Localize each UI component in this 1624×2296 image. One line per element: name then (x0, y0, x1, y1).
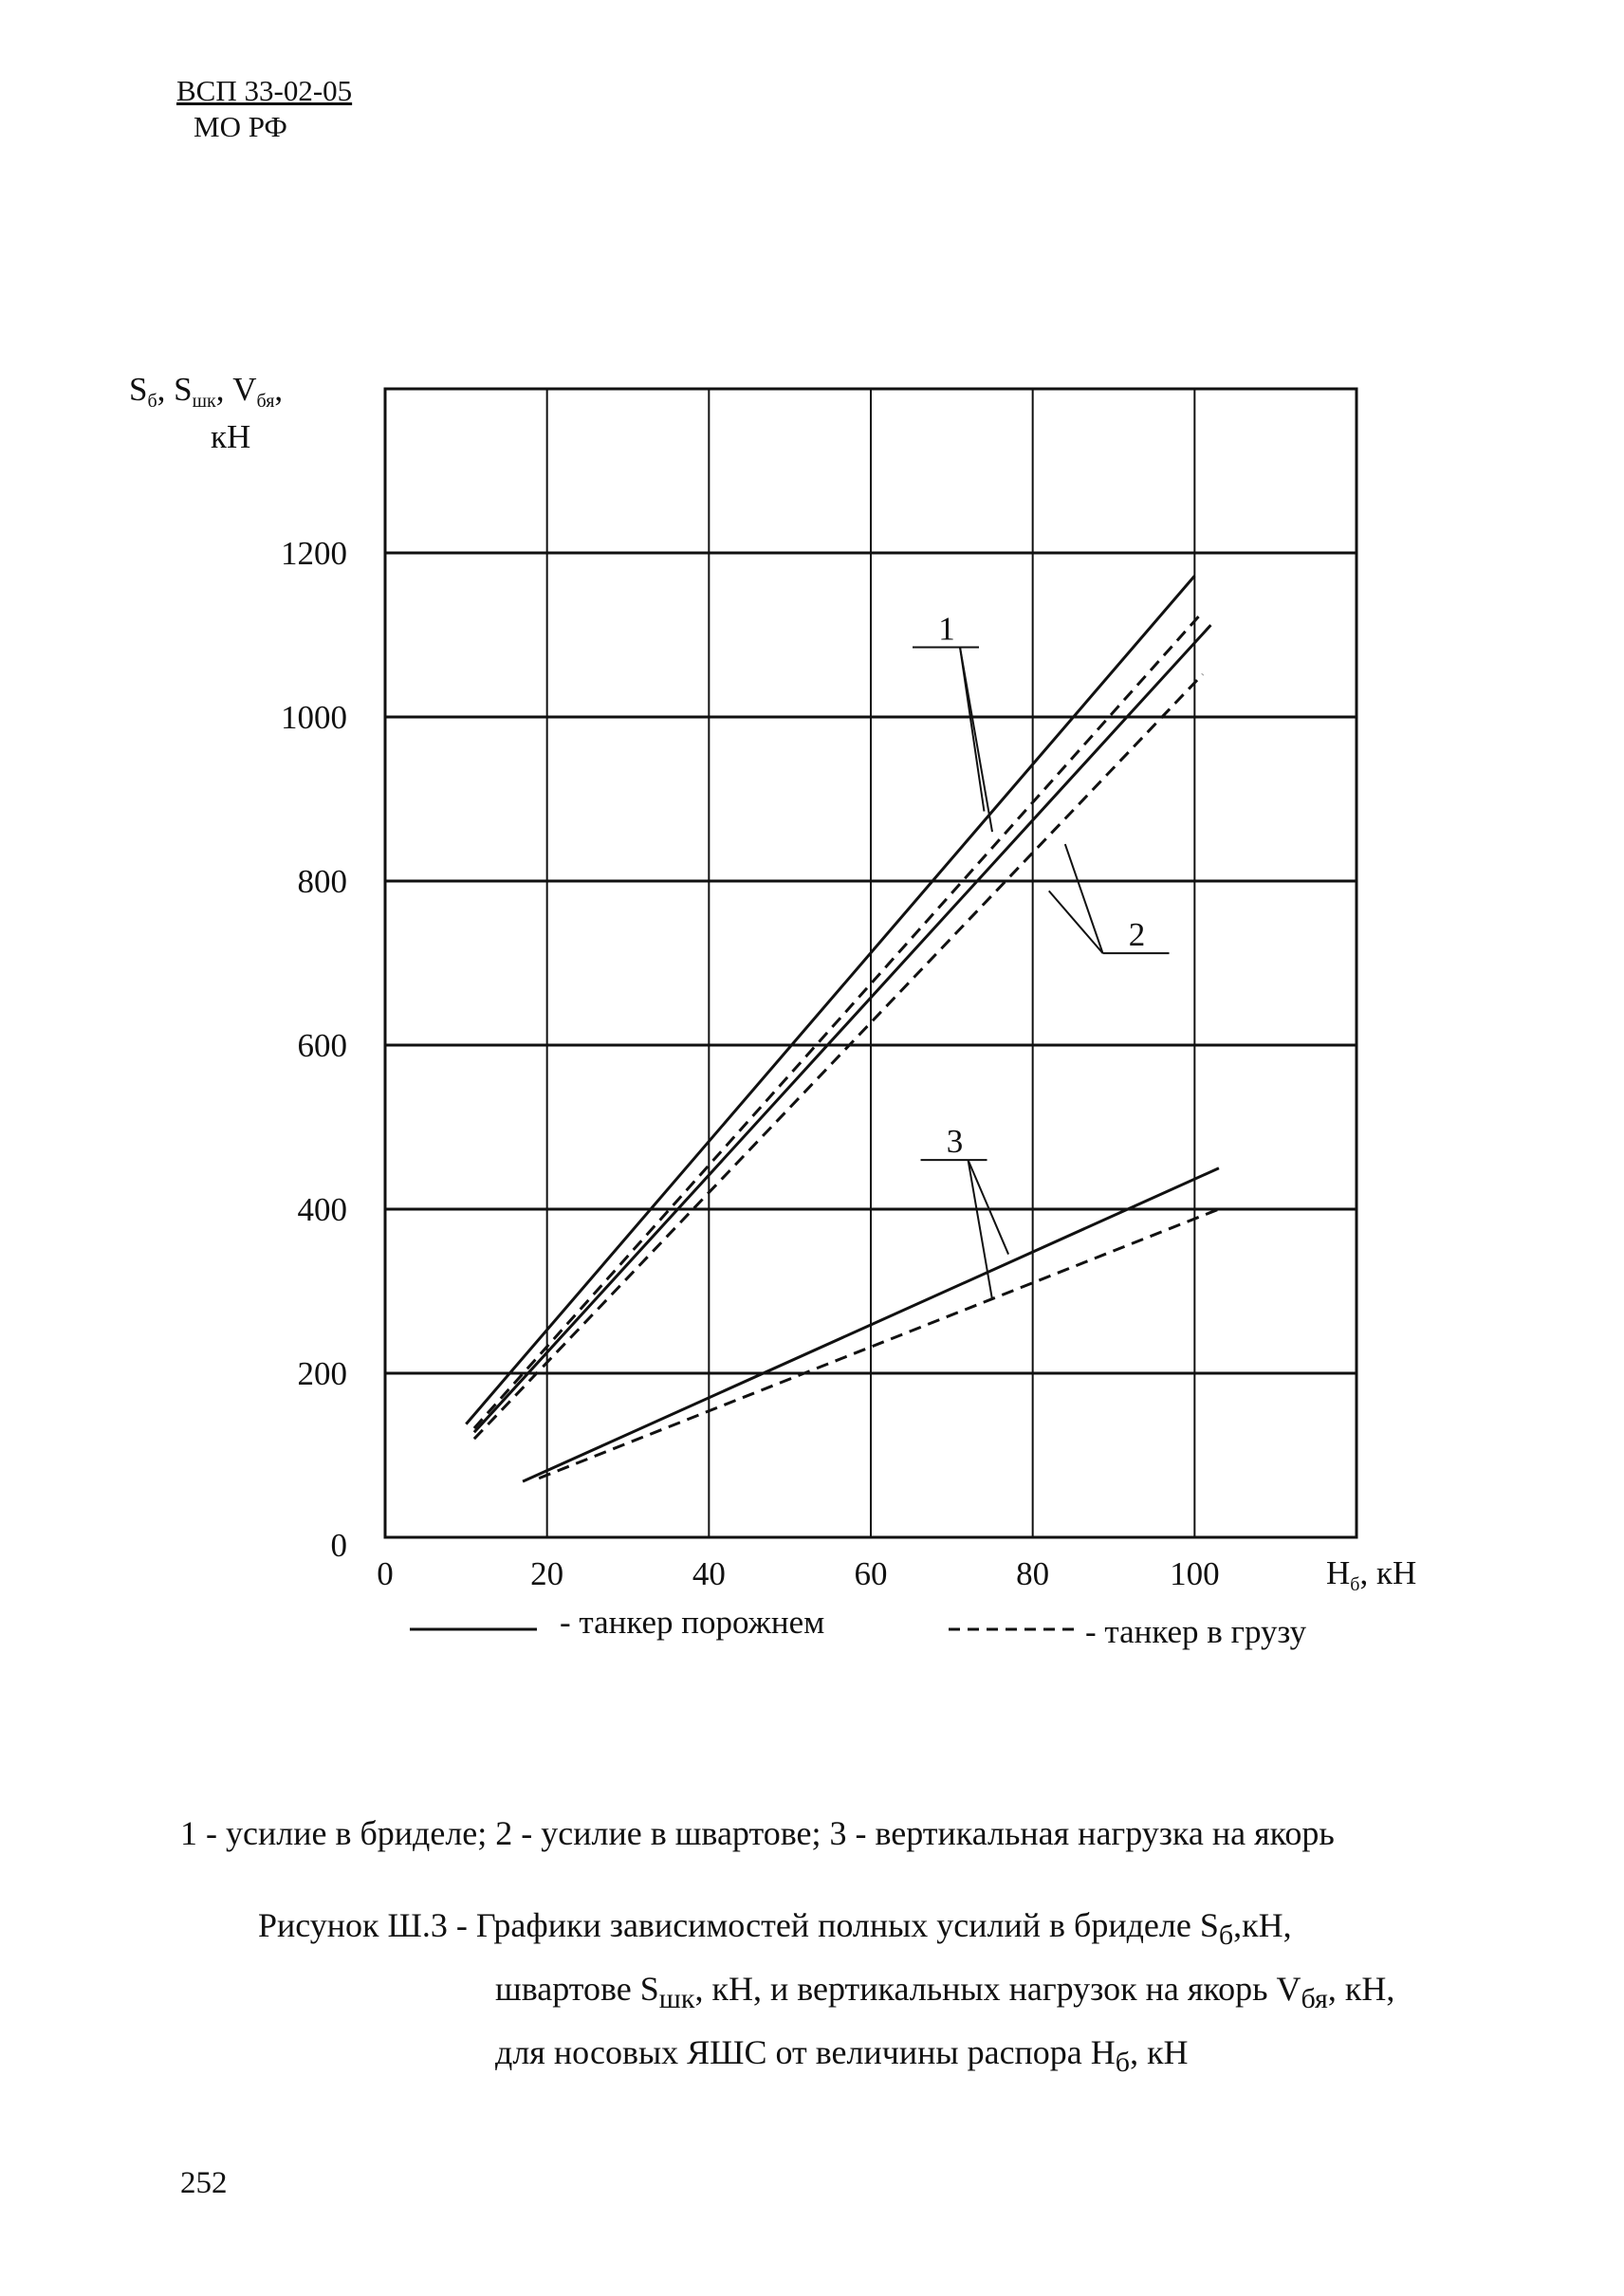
y-tick-label: 1200 (281, 535, 347, 572)
caption-line-2: швартове $S_{шк}$, кН, и вертикальных нагрузок на якорь $V_{бя}$, кН, (495, 1970, 1395, 2015)
annotation-label-3: 3 (946, 1123, 964, 1161)
annotation-leader (1049, 891, 1103, 953)
x-tick-label: 40 (692, 1555, 726, 1592)
y-tick-label: 400 (297, 1191, 347, 1228)
figure-caption (258, 1899, 1394, 2090)
y-axis-unit: кН (211, 418, 251, 455)
y-tick-label: 200 (297, 1355, 347, 1392)
annotation-leader (969, 1160, 1009, 1254)
caption-lead: Рисунок Ш.3 - (258, 1906, 468, 1944)
x-tick-label: 20 (530, 1555, 564, 1592)
x-tick-label: 60 (854, 1555, 888, 1592)
caption-line-1: Рисунок Ш.3 - Графики зависимостей полных усилий в бриделе $S_б,кН$, (258, 1906, 1292, 1952)
x-tick-label: 0 (377, 1555, 394, 1592)
annotation-label-1: 1 (938, 610, 955, 648)
annotation-leader (960, 647, 992, 832)
legend-solid-label: - танкер порожнем (560, 1604, 825, 1641)
legend-dashed-label: - танкер в грузу (1085, 1613, 1307, 1650)
document-code: ВСП 33-02-05 (176, 74, 353, 107)
y-tick-label: 0 (330, 1527, 347, 1564)
y-tick-label: 600 (297, 1027, 347, 1064)
y-tick-label: 800 (297, 863, 347, 900)
document-organization: МО РФ (194, 110, 287, 143)
annotation-label-2: 2 (1128, 916, 1146, 954)
series-lines (466, 576, 1219, 1481)
x-tick-label: 80 (1016, 1555, 1050, 1592)
x-axis-label: $H_б$, кН (1326, 1554, 1417, 1595)
series-line-2-loaded (474, 674, 1203, 1439)
page-number: 252 (180, 2166, 228, 2200)
series-line-2-empty (474, 625, 1211, 1432)
x-tick-label: 100 (1170, 1555, 1220, 1592)
series-line-1-loaded (474, 612, 1203, 1428)
annotation-leader (1065, 844, 1103, 953)
y-axis-label: $S_б$, $S_{шк}$, $V_{бя}$, (129, 371, 284, 412)
series-line-1-empty (466, 576, 1194, 1424)
legend (410, 1604, 1307, 1650)
figure-legend-text: 1 - усилие в бриделе; 2 - усилие в швартове; 3 - вертикальная нагрузка на якорь (180, 1814, 1335, 1852)
y-tick-label: 1000 (281, 699, 347, 736)
caption-line-3: для носовых ЯШС от величины распора $H_б$, кН (495, 2033, 1189, 2079)
tick-labels (281, 535, 1220, 1592)
